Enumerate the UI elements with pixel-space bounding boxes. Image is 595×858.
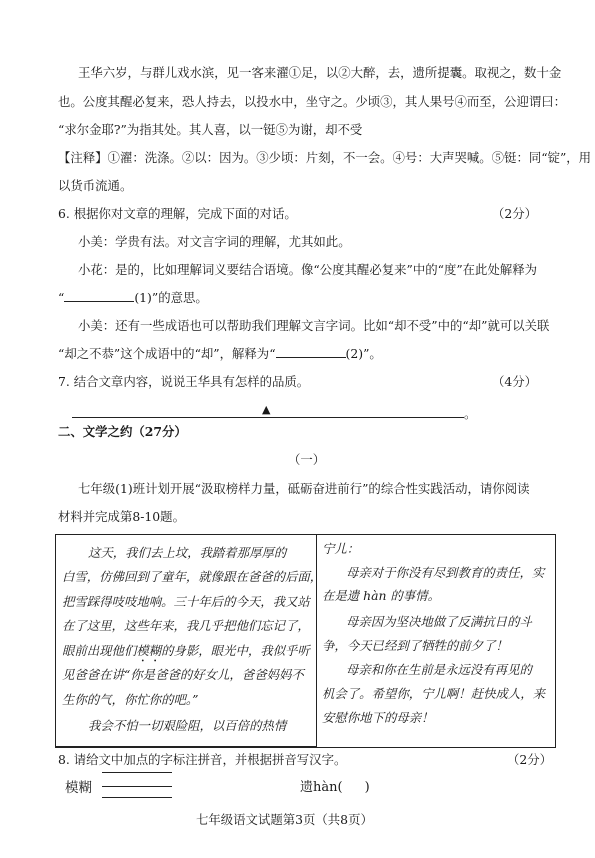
q6-line-3: [58, 290, 208, 306]
q7-end-period: 。: [464, 406, 477, 421]
q6-quote-open: “: [58, 290, 65, 305]
left-p1-line-2: 白雪，仿佛回到了童年，就像跟在爸爸的后面，: [62, 569, 323, 584]
section2-intro-1: 七年级(1)班计划开展“汲取榜样力量，砥砺奋进前行”的综合性实践活动，请你阅读: [78, 481, 530, 496]
page-footer: 七年级语文试题第3页（共8页）: [196, 812, 373, 827]
passage-line-1: 王华六岁，与群儿戏水滨，见一客来濯①足，以②大醉，去，遗所提囊。取视之，数十金: [78, 65, 562, 80]
q6-score: （2分）: [492, 206, 538, 221]
passage-line-2: 也。公度其醒必复来，恐人持去，以投水中，坐守之。少顷③，其人果号④而至，公迎谓曰：: [58, 94, 567, 109]
left-p1-line-1: 这天，我们去上坟，我踏着那厚厚的: [88, 545, 287, 560]
right-p3-line-1: 母亲和你在生前是永远没有再见的: [346, 662, 532, 677]
right-greeting: 宁儿：: [322, 541, 360, 556]
dotted-word-mohu: 模糊: [136, 643, 162, 658]
left-material-box: [55, 534, 317, 748]
q6-blank-1[interactable]: [64, 290, 134, 302]
right-p3-line-3: 安慰你地下的母亲！: [322, 710, 434, 725]
right-p2-line-1: 母亲因为坚决地做了反满抗日的斗: [346, 614, 532, 629]
left-p1-line-7: 生你的气，你忙你的吧。”: [62, 692, 199, 707]
q8-word-2: [300, 780, 370, 796]
q6-blank-1-label: (1)”的意思。: [134, 290, 208, 305]
q6-line-1: 小美：学贵有法。对文言字词的理解，尤其如此。: [78, 234, 351, 249]
left-p1-line-6: 见爸爸在讲“你是爸爸的好女儿，爸爸妈妈不: [62, 667, 304, 682]
section2-intro-2: 材料并完成第8-10题。: [58, 509, 185, 524]
q6-line-5: [58, 346, 382, 362]
q6-title: 6. 根据你对文章的理解，完成下面的对话。: [58, 206, 297, 221]
q7-title: 7. 结合文章内容，说说王华具有怎样的品质。: [58, 374, 310, 389]
q8-score: （2分）: [507, 752, 553, 767]
section2-title: 二、文学之约（27分）: [58, 424, 187, 439]
q7-score: （4分）: [492, 374, 538, 389]
q6-blank-2[interactable]: [276, 346, 346, 358]
q8-answer-line-top[interactable]: [102, 772, 172, 773]
left-box-extension: [55, 746, 317, 747]
q7-marker: ▲: [262, 403, 271, 416]
q6-line-4: 小美：还有一些成语也可以帮助我们理解文言字词。比如“却不受”中的“却”就可以关联: [78, 318, 550, 333]
q8-title: 8. 请给文中加点的字标注拼音，并根据拼音写汉字。: [58, 752, 347, 767]
right-p3-line-2: 机会了。希望你，宁儿啊！赶快成人，来: [322, 686, 546, 701]
left-p1-line-4: 在了这里，这些年来，我几乎把他们忘记了，: [62, 618, 310, 633]
q6-line-2: 小花：是的，比如理解词义要结合语境。像“公度其醒必复来”中的“度”在此处解释为: [78, 262, 538, 277]
left-p1-line-5-b: 的身影，眼光中，我似乎听: [161, 643, 310, 658]
q8-word-2-text: 遗hàn(: [300, 780, 343, 795]
left-p2-line-1: 我会不怕一切艰险阻，以百倍的热情: [88, 718, 287, 733]
right-p2-line-2: 争，今天已经到了牺牲的前夕了！: [322, 638, 508, 653]
note-line-1: 【注释】①濯：洗涤。②以：因为。③少顷：片刻，不一会。④号：大声哭喊。⑤铤：同“锭”，用: [58, 150, 592, 165]
section2-sub: （一）: [288, 452, 326, 467]
q8-answer-line-1[interactable]: [102, 786, 172, 787]
note-line-2: 以货币流通。: [58, 178, 133, 193]
right-p1-line-1: 母亲对于你没有尽到教育的责任，实: [346, 565, 545, 580]
q8-word-1: 模糊: [65, 780, 92, 796]
left-p1-line-5-a: 眼前出现他们: [62, 643, 137, 658]
left-p1-line-3: 把雪踩得吱吱地响。三十年后的今天，我又站: [62, 594, 310, 609]
right-p1-line-2: 在是遗 hàn 的事情。: [322, 588, 440, 603]
q8-word-2-end: ): [364, 780, 370, 795]
q6-line-5-text: “却之不恭”这个成语中的“却”，解释为“: [58, 346, 276, 361]
q6-blank-2-label: (2)”。: [345, 346, 382, 361]
q8-answer-line-2[interactable]: [102, 797, 172, 798]
left-p1-line-5: [62, 643, 310, 665]
passage-line-3: “求尔金耶?”为指其处。其人喜，以一铤⑤为谢，却不受: [58, 122, 363, 137]
